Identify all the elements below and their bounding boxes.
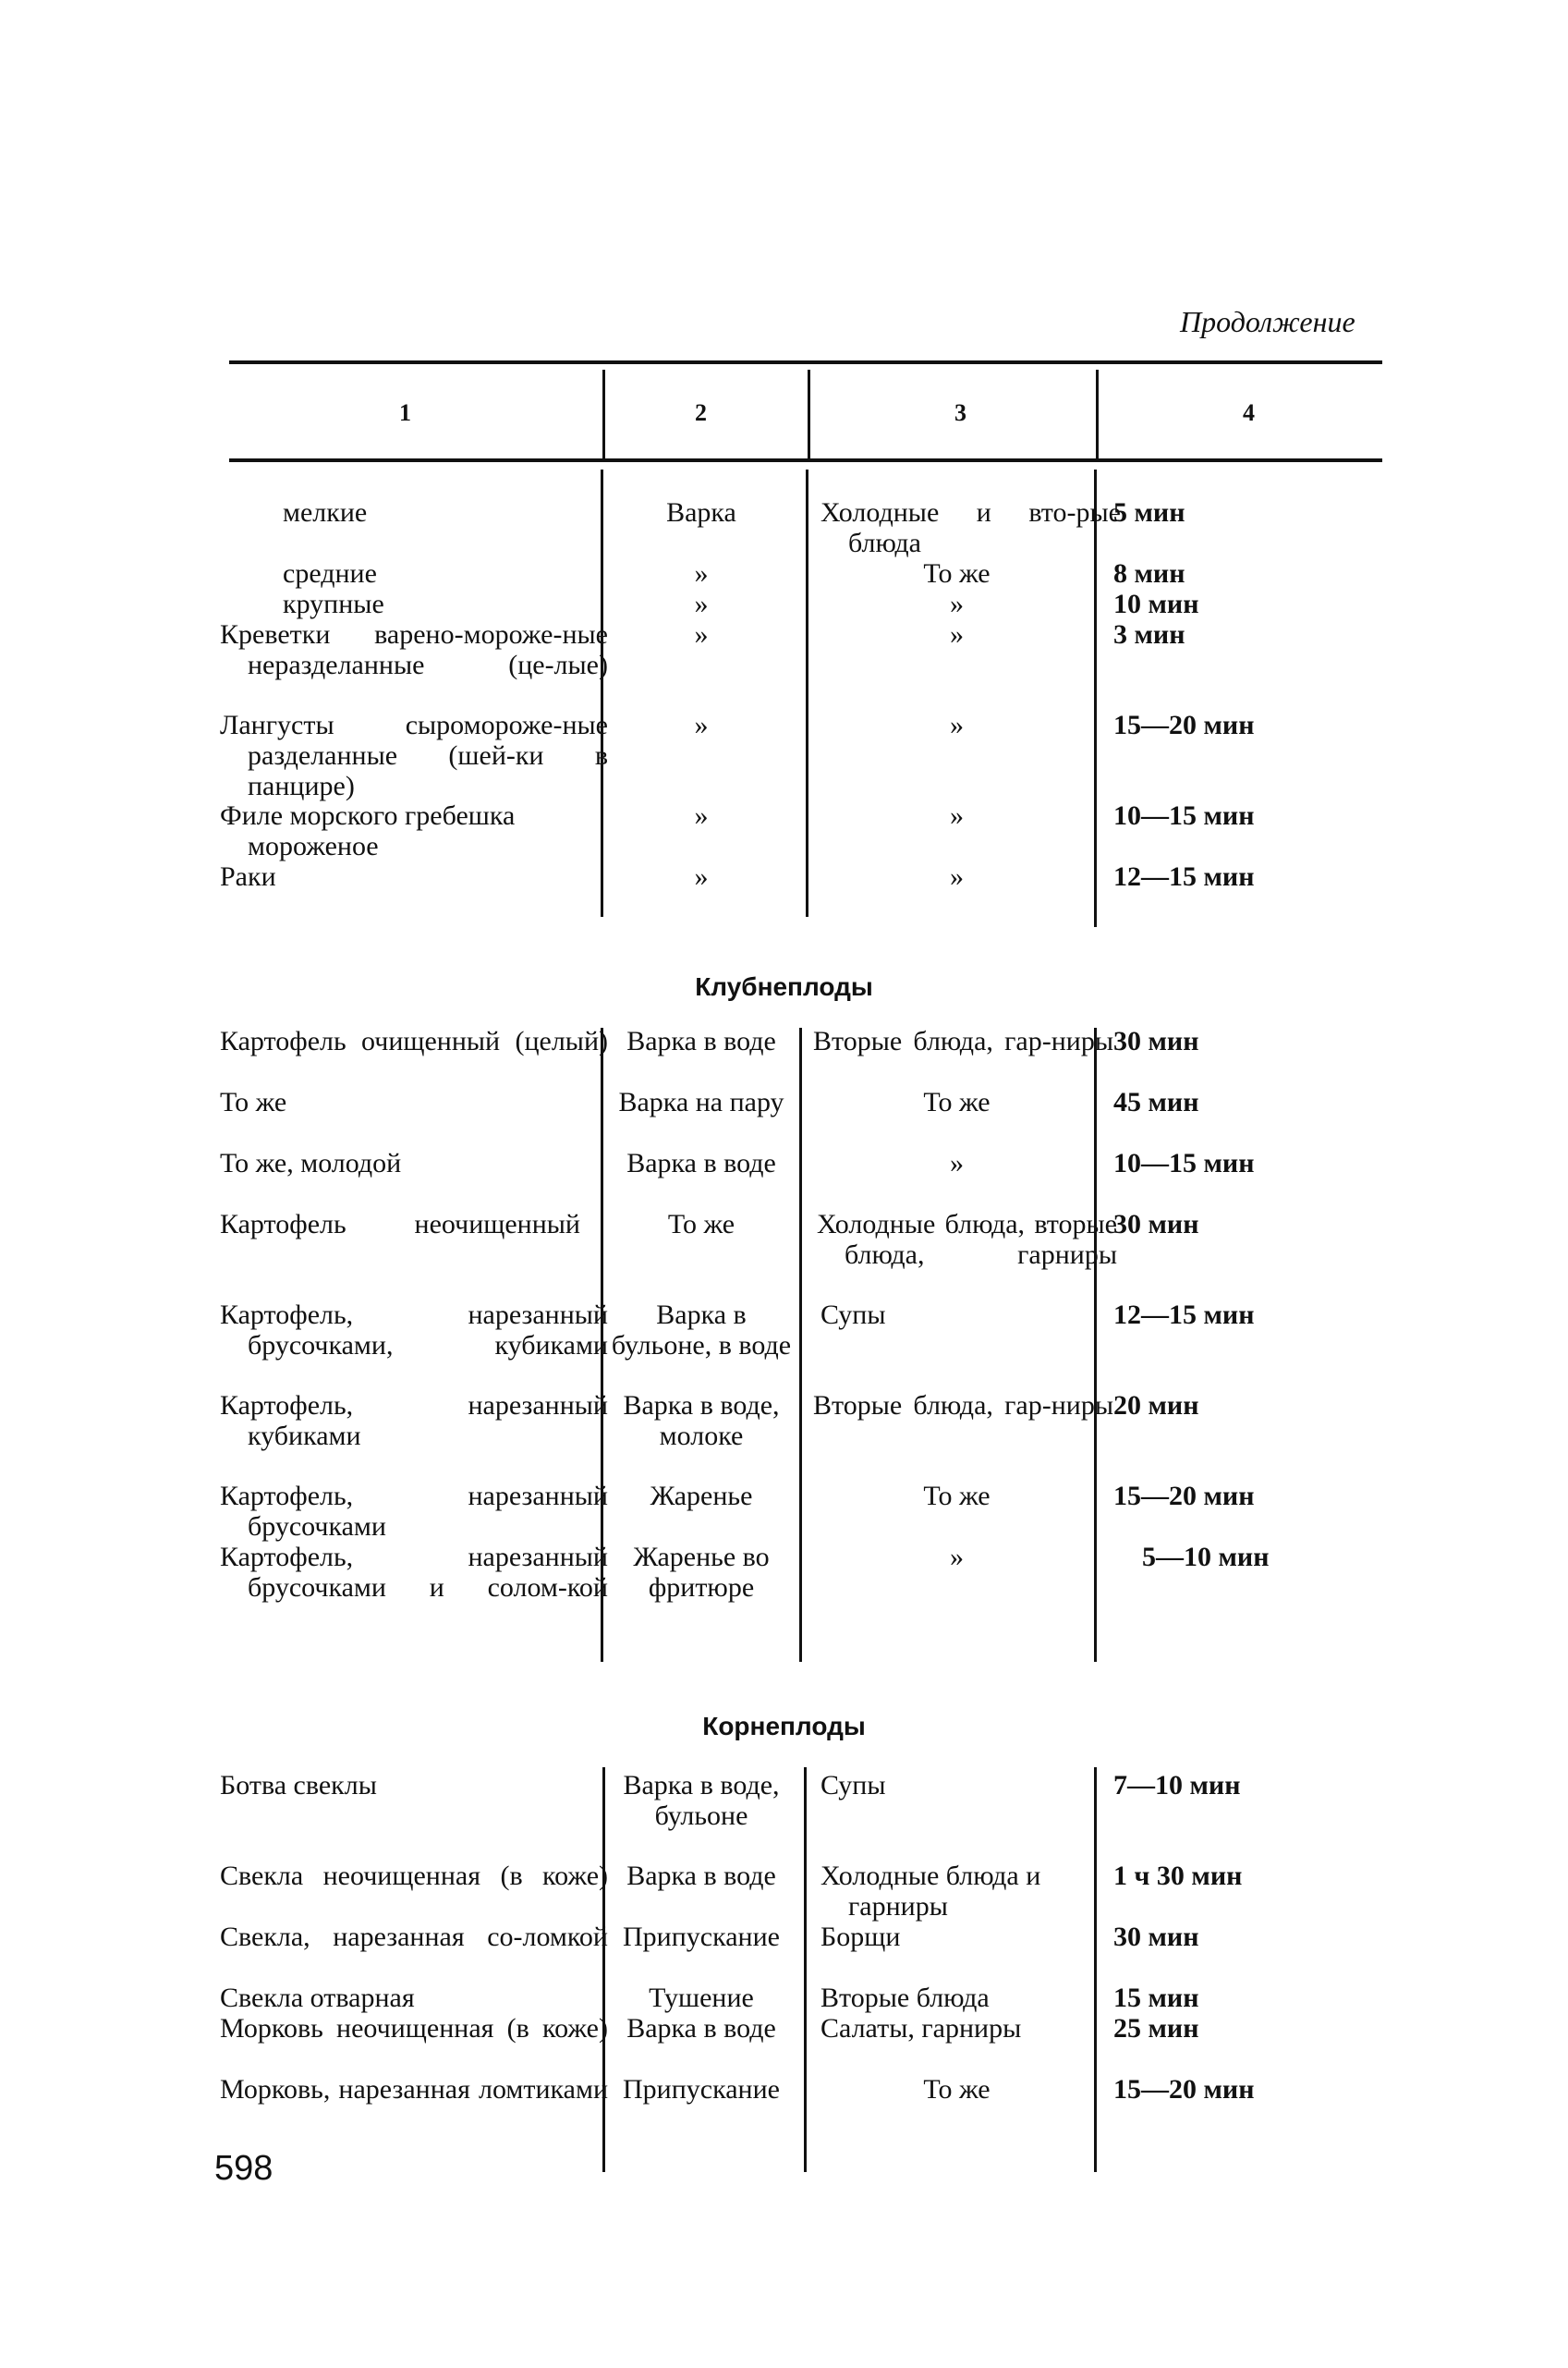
table-cell-method: Варка в воде	[626, 2013, 776, 2044]
table-cell-use: »	[950, 1148, 964, 1178]
table-cell-time: 5 мин	[1113, 497, 1185, 528]
table-cell-time: 15—20 мин	[1113, 710, 1255, 740]
table-cell-name: крупные	[283, 589, 384, 619]
table-cell-use: »	[950, 1542, 964, 1572]
table-cell-time: 10 мин	[1113, 589, 1199, 619]
table-cell-time: 15—20 мин	[1113, 2074, 1255, 2105]
table-cell-name: Картофель, нарезанный брусочками	[220, 1481, 608, 1542]
table-cell-use: Вторые блюда, гар-ниры	[813, 1026, 1113, 1056]
table-cell-name: Морковь, нарезанная ломтиками	[220, 2074, 608, 2105]
table-cell-name: Свекла неочищенная (в коже)	[220, 1861, 608, 1891]
table-cell-method: Варка в воде	[626, 1026, 776, 1056]
table-cell-name: Филе морского гребешка мороженое	[220, 800, 516, 861]
table-cell-time: 8 мин	[1113, 558, 1185, 589]
table-cell-name: Картофель, нарезанный брусочками и солом-кой	[220, 1542, 608, 1603]
column-header-4: 4	[1243, 399, 1255, 426]
table-cell-use: Холодные и вто-рые блюда	[820, 497, 1121, 558]
table-cell-method: Припускание	[623, 1922, 780, 1952]
table-cell-time: 45 мин	[1113, 1087, 1199, 1117]
table-cell-name: Морковь неочищенная (в коже)	[220, 2013, 608, 2044]
table-cell-use: »	[950, 710, 964, 740]
table-cell-time: 30 мин	[1113, 1026, 1199, 1056]
table-cell-method: Варка в воде, молоке	[623, 1390, 780, 1451]
table-cell-method: »	[694, 619, 709, 650]
table-cell-time: 15 мин	[1113, 1983, 1199, 2013]
table-cell-name: Картофель, нарезанный брусочками, кубиками	[220, 1300, 608, 1361]
table-cell-method: »	[694, 861, 709, 892]
table-cell-time: 10—15 мин	[1113, 800, 1255, 831]
column-divider	[1094, 1028, 1097, 1662]
table-cell-use: То же	[923, 1087, 991, 1117]
column-header-1: 1	[399, 399, 411, 426]
table-cell-use: То же	[923, 558, 991, 589]
table-cell-use: Холодные блюда и гарниры	[820, 1861, 1041, 1922]
table-cell-name: Креветки варено-мороже-ные неразделанные (це-лые)	[220, 619, 608, 680]
continuation-label: Продолжение	[1180, 305, 1355, 338]
section-title: Корнеплоды	[702, 1712, 866, 1740]
table-cell-time: 1 ч 30 мин	[1113, 1861, 1243, 1891]
table-cell-time: 15—20 мин	[1113, 1481, 1255, 1511]
table-cell-use: Супы	[820, 1300, 886, 1330]
table-cell-name: средние	[283, 558, 377, 589]
table-cell-use: Салаты, гарниры	[820, 2013, 1022, 2044]
table-cell-method: Варка	[666, 497, 736, 528]
header-divider	[602, 370, 605, 460]
table-cell-use: »	[950, 619, 964, 650]
header-bottom-rule	[229, 458, 1382, 462]
table-cell-time: 3 мин	[1113, 619, 1185, 650]
table-cell-method: Тушение	[649, 1983, 754, 2013]
table-cell-method: »	[694, 710, 709, 740]
table-cell-name: Свекла, нарезанная со-ломкой	[220, 1922, 608, 1952]
table-cell-name: То же	[220, 1087, 287, 1117]
table-cell-method: Припускание	[623, 2074, 780, 2105]
column-divider	[804, 1767, 807, 2172]
table-cell-time: 7—10 мин	[1113, 1770, 1241, 1800]
table-cell-name: Ботва свеклы	[220, 1770, 377, 1800]
table-cell-use: Вторые блюда, гар-ниры	[813, 1390, 1113, 1421]
table-cell-use: »	[950, 589, 964, 619]
header-divider	[808, 370, 810, 460]
table-cell-time: 12—15 мин	[1113, 861, 1255, 892]
table-cell-time: 12—15 мин	[1113, 1300, 1255, 1330]
table-cell-name: Картофель очищенный (целый)	[220, 1026, 608, 1056]
table-cell-use: Вторые блюда	[820, 1983, 990, 2013]
table-top-rule	[229, 360, 1382, 364]
table-cell-name: То же, молодой	[220, 1148, 402, 1178]
page-number: 598	[214, 2149, 273, 2188]
table-cell-name: мелкие	[283, 497, 368, 528]
table-cell-method: Варка в воде	[626, 1148, 776, 1178]
table-cell-method: То же	[667, 1209, 735, 1239]
table-cell-time: 10—15 мин	[1113, 1148, 1255, 1178]
table-cell-name: Картофель неочищенный	[220, 1209, 580, 1239]
table-cell-method: Варка в воде	[626, 1861, 776, 1891]
column-header-3: 3	[954, 399, 966, 426]
column-divider	[806, 470, 808, 917]
column-divider	[799, 1028, 802, 1662]
section-title: Клубнеплоды	[695, 972, 873, 1001]
table-cell-name: Картофель, нарезанный кубиками	[220, 1390, 608, 1451]
table-cell-method: »	[694, 589, 709, 619]
table-cell-method: Варка в воде, бульоне	[623, 1770, 780, 1831]
table-cell-use: Борщи	[820, 1922, 901, 1952]
column-header-2: 2	[695, 399, 707, 426]
table-cell-time: 5—10 мин	[1142, 1542, 1270, 1572]
table-cell-time: 25 мин	[1113, 2013, 1199, 2044]
column-divider	[1094, 1767, 1097, 2172]
table-cell-time: 30 мин	[1113, 1922, 1199, 1952]
table-cell-method: Варка в бульоне, в воде	[611, 1300, 792, 1361]
table-cell-use: »	[950, 861, 964, 892]
table-cell-name: Лангусты сыромороже-ные разделанные (шей-ки в панцире)	[220, 710, 608, 801]
table-cell-use: Супы	[820, 1770, 886, 1800]
table-cell-time: 30 мин	[1113, 1209, 1199, 1239]
table-cell-use: Холодные блюда, вторые блюда, гарниры	[817, 1209, 1117, 1270]
table-cell-method: »	[694, 800, 709, 831]
header-divider	[1096, 370, 1099, 460]
table-cell-name: Раки	[220, 861, 276, 892]
table-cell-time: 20 мин	[1113, 1390, 1199, 1421]
table-cell-method: »	[694, 558, 709, 589]
table-cell-name: Свекла отварная	[220, 1983, 415, 2013]
table-cell-method: Варка на пару	[618, 1087, 784, 1117]
table-cell-method: Жаренье	[650, 1481, 753, 1511]
table-cell-use: »	[950, 800, 964, 831]
table-cell-method: Жаренье во фритюре	[633, 1542, 770, 1603]
table-cell-use: То же	[923, 1481, 991, 1511]
table-cell-use: То же	[923, 2074, 991, 2105]
